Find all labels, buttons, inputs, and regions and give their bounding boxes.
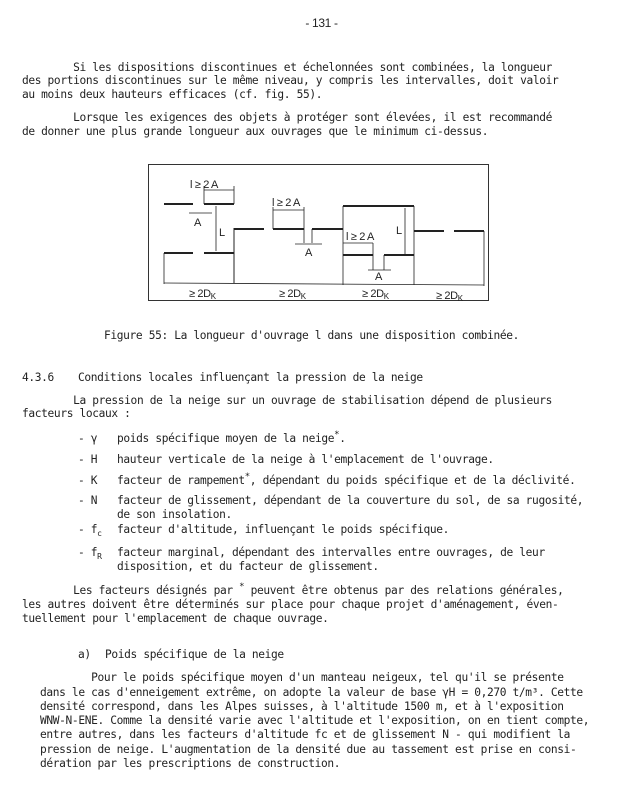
text-line: pression de neige. L'augmentation de la densité due au tassement est prise en consi-	[40, 743, 577, 756]
asterisk-marker: *	[334, 430, 340, 440]
label-2dk-main: ≥ 2D	[279, 288, 301, 300]
label-2dk-sub: K	[300, 292, 306, 301]
text-line: Lorsque les exigences des objets à protéger sont élevées, il est recommandé	[22, 111, 552, 124]
text-line: tuellement pour l'emplacement de chaque ouvrage.	[22, 612, 329, 625]
factor-description: hauteur verticale de la neige à l'emplacement de l'ouvrage.	[117, 453, 494, 466]
text-line: les autres doivent être déterminés sur place pour chaque projet d'aménagement, éven-	[22, 598, 559, 611]
figure-caption: Figure 55: La longueur d'ouvrage l dans une disposition combinée.	[104, 329, 520, 342]
label-2dk	[279, 288, 307, 301]
label-2dk-main: ≥ 2D	[189, 288, 211, 300]
label-2dk	[436, 290, 464, 303]
factor-symbol: - H	[78, 453, 98, 466]
text-line: dération par les prescriptions de construction.	[40, 757, 341, 770]
label-l-ge-2a: l ≥ 2 A	[272, 197, 301, 209]
dimension-line	[164, 283, 484, 285]
label-2dk-sub: K	[210, 292, 216, 301]
label-2dk-main: ≥ 2D	[362, 288, 384, 300]
factor-text-tail: .	[339, 432, 346, 445]
symbol-subscript: c	[97, 529, 102, 538]
factor-description: facteur marginal, dépendant des intervalles entre ouvrages, de leur	[117, 546, 545, 559]
label-l-ge-2a: l ≥ 2 A	[190, 179, 219, 191]
text-line: au moins deux hauteurs efficaces (cf. fig. 55).	[22, 88, 323, 101]
subsection-label: a)	[78, 648, 91, 661]
factor-text: poids spécifique moyen de la neige	[117, 432, 335, 445]
label-2dk-sub: K	[457, 294, 463, 303]
factor-description	[117, 474, 575, 489]
label-a: A	[305, 247, 312, 259]
asterisk-marker: *	[244, 472, 250, 482]
text-line	[22, 584, 563, 599]
text-line: entre autres, dans les facteurs d'altitude fc et de glissement N - qui modifient la	[40, 728, 570, 741]
section-title: Conditions locales influençant la pression de la neige	[78, 371, 423, 384]
section-number: 4.3.6	[22, 371, 54, 384]
factor-text-tail: , dépendant du poids spécifique et de la déclivité.	[249, 474, 576, 487]
symbol-main: - f	[78, 523, 98, 536]
text-line: dans le cas d'enneigement extrême, on adopte la valeur de base γH = 0,270 t/m³. Cette	[40, 686, 583, 699]
text-line: facteurs locaux :	[22, 407, 131, 420]
symbol-subscript: R	[97, 552, 102, 561]
note-text-tail: peuvent être obtenus par des relations générales,	[244, 584, 564, 597]
factor-symbol: - K	[78, 474, 98, 487]
factor-symbol: - N	[78, 494, 98, 507]
subsection-title: Poids spécifique de la neige	[105, 648, 284, 661]
symbol-main: - f	[78, 546, 98, 559]
label-2dk	[362, 288, 390, 301]
factor-symbol	[78, 523, 102, 538]
factor-text: facteur de rampement	[117, 474, 245, 487]
text-line: La pression de la neige sur un ouvrage de stabilisation dépend de plusieurs	[22, 394, 552, 407]
label-2dk-main: ≥ 2D	[436, 290, 458, 302]
asterisk-marker: *	[239, 582, 245, 592]
label-a: A	[375, 271, 382, 283]
factor-description: facteur d'altitude, influençant le poids spécifique.	[117, 523, 450, 536]
text-line: des portions discontinues sur le même niveau, y compris les intervalles, doit valoir	[22, 74, 559, 87]
factor-description-cont: disposition, et du facteur de glissement.	[117, 560, 379, 573]
text-line: Si les dispositions discontinues et échelonnées sont combinées, la longueur	[22, 61, 552, 74]
factor-description	[117, 432, 346, 447]
label-a: A	[194, 217, 201, 229]
page-number: - 131 -	[305, 16, 338, 30]
label-2dk-sub: K	[383, 292, 389, 301]
text-line: WNW-N-ENE. Comme la densité varie avec l'altitude et l'exposition, on en tient compte,	[40, 714, 590, 727]
label-l-ge-2a: l ≥ 2 A	[346, 231, 375, 243]
label-big-l: L	[396, 225, 402, 237]
text-line: de donner une plus grande longueur aux ouvrages que le minimum ci-dessus.	[22, 125, 489, 138]
factor-description-cont: de son insolation.	[117, 508, 232, 521]
factor-description: facteur de glissement, dépendant de la couverture du sol, de sa rugosité,	[117, 494, 584, 507]
text-line: densité correspond, dans les Alpes suisses, à l'altitude 1500 m, et à l'exposition	[40, 700, 564, 713]
label-big-l: L	[219, 227, 225, 239]
note-text: Les facteurs désignés par	[22, 584, 240, 597]
factor-symbol: - γ	[78, 432, 98, 445]
label-2dk	[189, 288, 217, 301]
factor-symbol	[78, 546, 102, 561]
text-line: Pour le poids spécifique moyen d'un manteau neigeux, tel qu'il se présente	[40, 671, 564, 684]
